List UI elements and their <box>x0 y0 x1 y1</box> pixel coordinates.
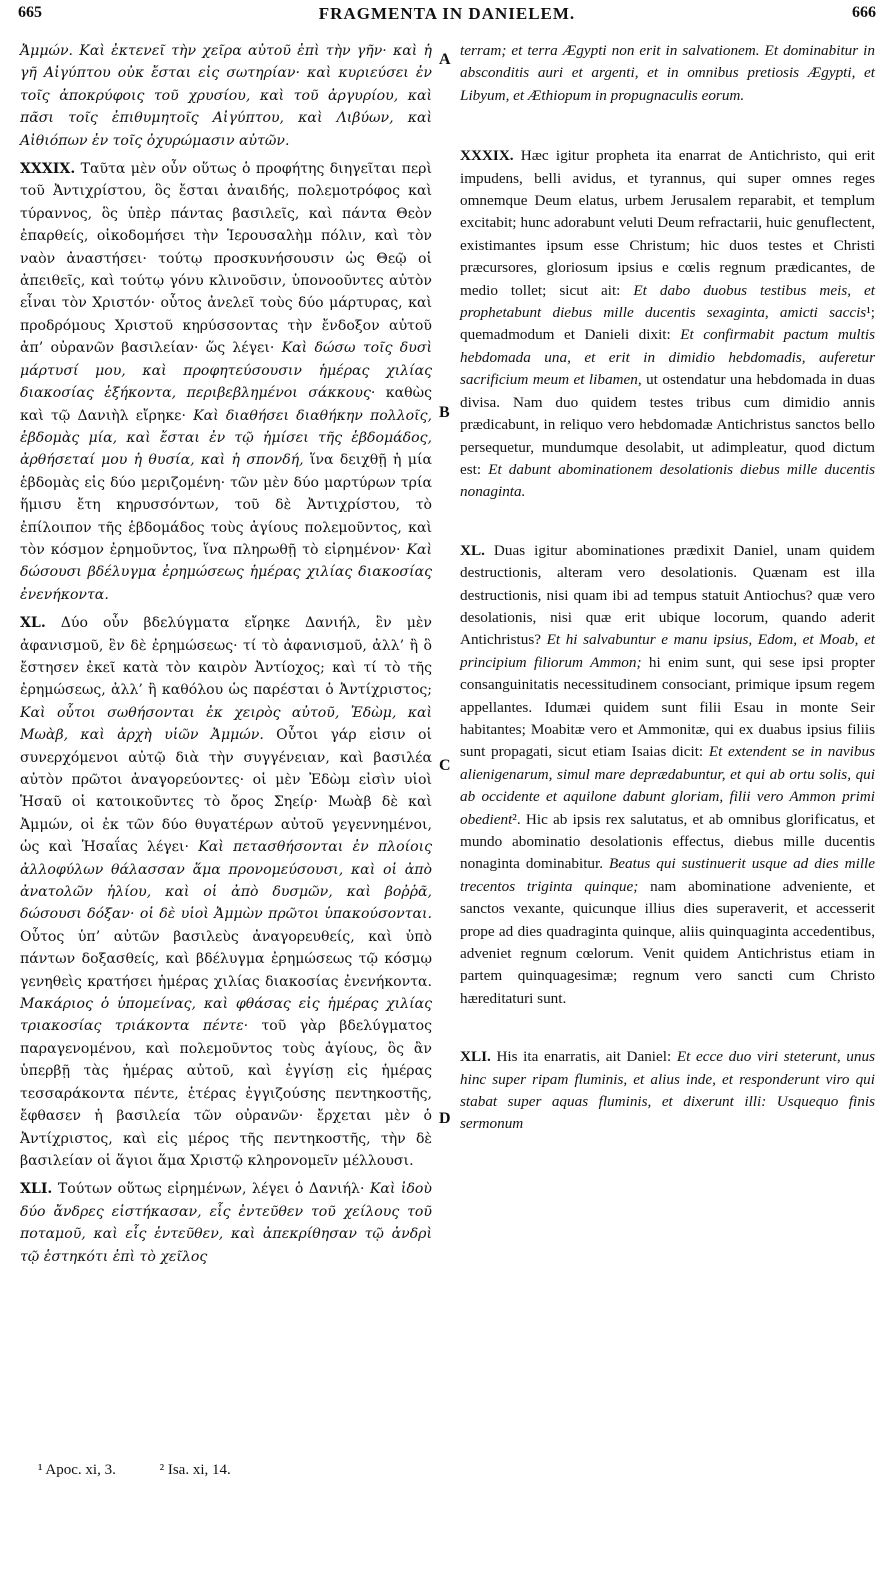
paragraph-gap <box>460 107 875 145</box>
paragraph-gap <box>460 1010 875 1046</box>
section-number: XL. <box>20 615 46 632</box>
commentary-text: Οὗτος ὑπ’ αὐτῶν βασιλεὺς ἀναγορευθείς, καὶ ὑπὸ πάντων δοξασθείς, καὶ βδέλυγμα ἐρημώσεως τῷ κόσμῳ γενηθεὶς κρατήσει ἡμέρας χιλίας διακοσίας ἐνενήκοντα. <box>20 928 432 990</box>
footnote-2: ² Isa. xi, 14. <box>159 1462 231 1478</box>
margin-marker-a: A <box>439 51 451 68</box>
footnote-1: ¹ Apoc. xi, 3. <box>38 1462 116 1478</box>
margin-marker-b: B <box>439 404 450 421</box>
scripture-quote: Et hi salvabuntur e manu ipsius, Edom, et Moab, et principium filiorum Ammon; <box>460 631 875 671</box>
scripture-quote: Et extendent se in navibus alienigenarum, simul mare deprædabuntur, et qui ab ortu solis, qui ab occidente et aquilone dabunt gloriam, filii vero Ammon primi obedient <box>460 743 875 828</box>
greek-paragraph <box>20 158 432 606</box>
section-number: XLI. <box>460 1048 491 1066</box>
commentary-text: ². Hic ab ipsis rex salutatus, et ab omnibus glorificatus, et mundo abominatio desolationis effectus, diebus mille ducentis nonaginta dominabitur. <box>460 810 875 873</box>
commentary-text: Τούτων οὕτως εἰρημένων, λέγει ὁ Δανιήλ· <box>52 1181 370 1198</box>
scripture-quote: Καὶ πετασθήσονται ἐν πλοίοις ἀλλοφύλων θάλασσαν ἅμα προνομεύσουσι, καὶ οἱ ἀπὸ ἀνατολῶν ἡλίου, καὶ οἱ ἀπὸ δυσμῶν, καὶ βοῤῥᾶ, δώσουσι δόξαν· οἱ δὲ υἱοὶ Ἀμμὼν πρῶτοι ὑπακούσονται. <box>20 839 432 923</box>
section-number: XLI. <box>20 1181 53 1198</box>
scripture-quote: Καὶ δώσουσι βδέλυγμα ἐρημώσεως ἡμέρας χιλίας διακοσίας ἐνενήκοντα. <box>20 541 432 603</box>
scripture-quote: Ἀμμών. Καὶ ἐκτενεῖ τὴν χεῖρα αὐτοῦ ἐπὶ τὴν γῆν· καὶ ἡ γῆ Αἰγύπτου οὐκ ἔσται εἰς σωτηρίαν· καὶ κυριεύσει ἐν τοῖς ἀποκρύφοις τοῦ χρυσίου, καὶ τοῦ ἀργυρίου, καὶ πᾶσι τοῖς ἐπιθυμητοῖς Αἰγύπτου, καὶ Λιβύων, καὶ Αἰθιόπων ἐν τοῖς ὀχυρώμασιν αὐτῶν. <box>20 43 432 149</box>
commentary-text: His ita enarratis, ait Daniel: <box>490 1048 677 1066</box>
scripture-quote: Beatus qui sustinuerit usque ad dies mille trecentos triginta quinque; <box>460 855 875 895</box>
latin-paragraph <box>460 40 875 107</box>
greek-column <box>20 40 432 1268</box>
margin-marker-c: C <box>439 757 451 774</box>
greek-paragraph <box>20 612 432 1172</box>
commentary-text: Duas igitur abominationes prædixit Daniel, unam quidem destructionis, alteram vero desolationis. Quænam est illa destructionis, nisi quam ibi ad tempus statuit Antiochus? quæ vero desolationis, nisi quæ erit ubique locorum, quando aderit Antichristus? <box>460 541 875 649</box>
scripture-quote: Καὶ δώσω τοῖς δυσὶ μάρτυσί μου, καὶ προφητεύσουσιν ἡμέρας χιλίας διακοσίας ἑξήκοντα, περιβεβλημένοι σάκκους· <box>20 340 432 402</box>
commentary-text: ut ostendatur una hebdomada in duas divisa. Nam duo quidem testes tribus cum dimidio annis prædicabunt, in reliquo vero hebdomadæ Antichristus sanctos bello persequetur, mundumque desolabit, ut adimpleatur, quod dictum est: <box>460 371 875 478</box>
scripture-quote: Καὶ διαθήσει διαθήκην πολλοῖς, ἑβδομὰς μία, καὶ ἔσται ἐν τῷ ἡμίσει τῆς ἑβδομάδος, ἀρθήσεταί μου ἡ θυσία, καὶ ἡ σπονδή, <box>20 407 433 469</box>
page-number-right: 666 <box>852 4 876 21</box>
commentary-text: Οὗτοι γάρ εἰσιν οἱ συνερχόμενοι αὐτῷ διὰ τὴν συγγένειαν, καὶ βασιλέα αὐτὸν πρῶτοι ἀναγορεύοντες· οἱ μὲν Ἐδὼμ εἰσὶν υἱοὶ Ἡσαῦ οἱ κατοικοῦντες τὸ ὄρος Σηείρ· Μωὰβ δὲ καὶ Ἀμμών, οἱ ἐκ τῶν δύο θυγατέρων αὐτοῦ γεγεννημένοι, ὡς καὶ Ἡσαΐας λέγει· <box>20 727 432 856</box>
latin-paragraph <box>460 145 875 504</box>
commentary-text: ἵνα δειχθῇ ἡ μία ἑβδομὰς εἰς δύο μεριζομένη· τῶν μὲν δύο μαρτύρων τρία ἥμισυ ἔτη κηρυσσόντων, τοῦ δὲ Ἀντιχρίστου, τὸ ἐπίλοιπον τῆς ἑβδομάδος τοὺς ἁγίους πολεμοῦντος, καὶ τὸν κόσμον ἐρημοῦντος, ἵνα πληρωθῇ τὸ εἰρημένον· <box>20 452 432 558</box>
scripture-quote: Καὶ ἰδοὺ δύο ἄνδρες εἱστήκασαν, εἷς ἐντεῦθεν τοῦ χείλους τοῦ ποταμοῦ, καὶ εἷς ἐντεῦθεν, καὶ ἀπεκρίθησαν τῷ ἀνδρὶ τῷ ἑστηκότι ἐπὶ τὸ χεῖλος <box>20 1181 432 1265</box>
commentary-text: τοῦ γὰρ βδελύγματος παραγενομένου, καὶ πολεμοῦντος τοὺς ἁγίους, ὃς ἂν ὑπερβῇ τὰς ἡμέρας αὐτοῦ, καὶ ἐγγίσῃ εἰς ἡμέρας τεσσαράκοντα πέντε, ἑτέρας ἐγγιζούσης πεντηκοστῆς, ἔφθασεν ἡ βασιλεία τῶν οὐρανῶν· ἔρχεται μὲν ὁ Ἀντίχριστος, καὶ εἰς μέρος τῆς πεντηκοστῆς, τὴν δὲ βασιλείαν οἱ ἅγιοι ἅμα Χριστῷ κληρονομεῖν μέλλουσι. <box>20 1018 432 1169</box>
latin-paragraph <box>460 540 875 1011</box>
commentary-text: nam abominatione adveniente, et sanctos vexante, quicunque illius dies superaverit, et accesserit prope ad dies quadraginta quinque, aliis quinquaginta accedentibus, adveniet regnum cœlorum. Venit quidem Antichristus etiam in partem quinquagesimæ; regnum vero sancti cum Christo hæreditaturi sunt. <box>460 877 875 1007</box>
commentary-text: ¹; quemadmodum et Danieli dixit: <box>460 304 875 344</box>
section-number: XL. <box>460 541 485 559</box>
section-number: XXXIX. <box>20 161 76 178</box>
page-title: FRAGMENTA IN DANIELEM. <box>318 4 576 23</box>
commentary-text: hi enim sunt, qui sese ipsi propter consanguinitatis necessitudinem consociant, primique ipsum regem appellantes. Idumæi quidem sunt filii Esau in monte Seir habitantes; Moabitæ vero et Ammonitæ, qui ex duabus ipsius filiis sunt propagati, sicut etiam Isaias dicit: <box>460 653 876 761</box>
scripture-quote: Et ecce duo viri steterunt, unus hinc super ripam fluminis, et alius inde, et responderunt viro qui stabat super aquas fluminis, et dixerunt illi: Usquequo finis sermonum <box>460 1048 875 1133</box>
paragraph-gap <box>460 504 875 540</box>
scripture-quote: Μακάριος ὁ ὑπομείνας, καὶ φθάσας εἰς ἡμέρας χιλίας τριακοσίας τριάκοντα πέντε· <box>20 996 432 1035</box>
margin-marker-d: D <box>439 1110 451 1127</box>
greek-paragraph <box>20 1178 432 1268</box>
latin-paragraph <box>460 1046 875 1136</box>
scripture-quote: terram; et terra Ægypti non erit in salvationem. Et dominabitur in absconditis auri et argenti, et in omnibus pretiosis Ægypti, et Libyum, et Æthiopum in propugnaculis eorum. <box>460 42 875 104</box>
section-number: XXXIX. <box>460 147 514 165</box>
scripture-quote: Et confirmabit pactum multis hebdomada una, et erit in dimidio hebdomadis, auferetur sacrificium meum et libamen, <box>460 326 875 389</box>
greek-paragraph <box>20 40 432 152</box>
commentary-text: Ταῦτα μὲν οὖν οὕτως ὁ προφήτης διηγεῖται περὶ τοῦ Ἀντιχρίστου, ὃς ἔσται ἀναιδής, πολεμοτρόφος καὶ τύραννος, ὃς ὑπὲρ πάντας βασιλεῖς, καὶ πάντα Θεὸν ἐπαρθείς, οἰκοδομήσει τὴν Ἱερουσαλὴμ πόλιν, καὶ τὸν ναὸν ἀναστήσει· τούτῳ προσκυνήσουσιν ὡς Θεῷ οἱ ἀπειθεῖς, καὶ τούτῳ γόνυ κλινοῦσιν, ὑπονοοῦντες αὐτὸν εἶναι τὸν Χριστόν· οὗτος ἀνελεῖ τοὺς δύο μάρτυρας, καὶ προδρόμους Χριστοῦ κηρύσσοντας τὴν ἔνδοξον αὐτοῦ ἀπ’ οὐρανῶν βασιλείαν· ὥς λέγει· <box>20 161 432 357</box>
commentary-text: Δύο οὖν βδελύγματα εἴρηκε Δανιήλ, ἓν μὲν ἀφανισμοῦ, ἓν δὲ ἐρημώσεως· τί τὸ ἀφανισμοῦ, ἀλλ’ ἢ ὃ ἔστησεν ἐκεῖ κατὰ τὸν καιρὸν Ἀντίοχος; καὶ τί τὸ τῆς ἐρημώσεως, ἀλλ’ ἢ καθόλου ὡς παρέσται ὁ Ἀντίχριστος; <box>20 615 432 699</box>
page-number-left: 665 <box>18 4 42 21</box>
scripture-quote: Et dabo duobus testibus meis, et prophetabunt diebus mille ducentis sexaginta, amicti saccis <box>460 281 875 322</box>
scripture-quote: Et dabunt abominationem desolationis diebus mille ducentis nonaginta. <box>460 460 876 501</box>
commentary-text: καθὼς καὶ τῷ Δανιὴλ εἴρηκε· <box>20 385 432 424</box>
scripture-quote: Καὶ οὗτοι σωθήσονται ἐκ χειρὸς αὐτοῦ, Ἐδὼμ, καὶ Μωὰβ, καὶ ἀρχὴ υἱῶν Ἀμμών. <box>20 704 432 744</box>
commentary-text: Hæc igitur propheta ita enarrat de Antichristo, qui erit impudens, belli avidus, et tyrannus, qui super omnes reges omnemque Deum elatus, urbem Jerusalem reparabit, et templum excitabit; hunc adorabunt veluti Deum refractarii, huic genuflectent, existimantes ipsum esse Christum; hic duos testes et Christi præcursores, gloriosum ipsius e cœlis regnum prædicantes, de medio tollet; sicut ait: <box>460 147 875 299</box>
footnotes <box>38 1462 271 1479</box>
latin-column <box>460 40 875 1136</box>
running-header <box>18 4 876 34</box>
